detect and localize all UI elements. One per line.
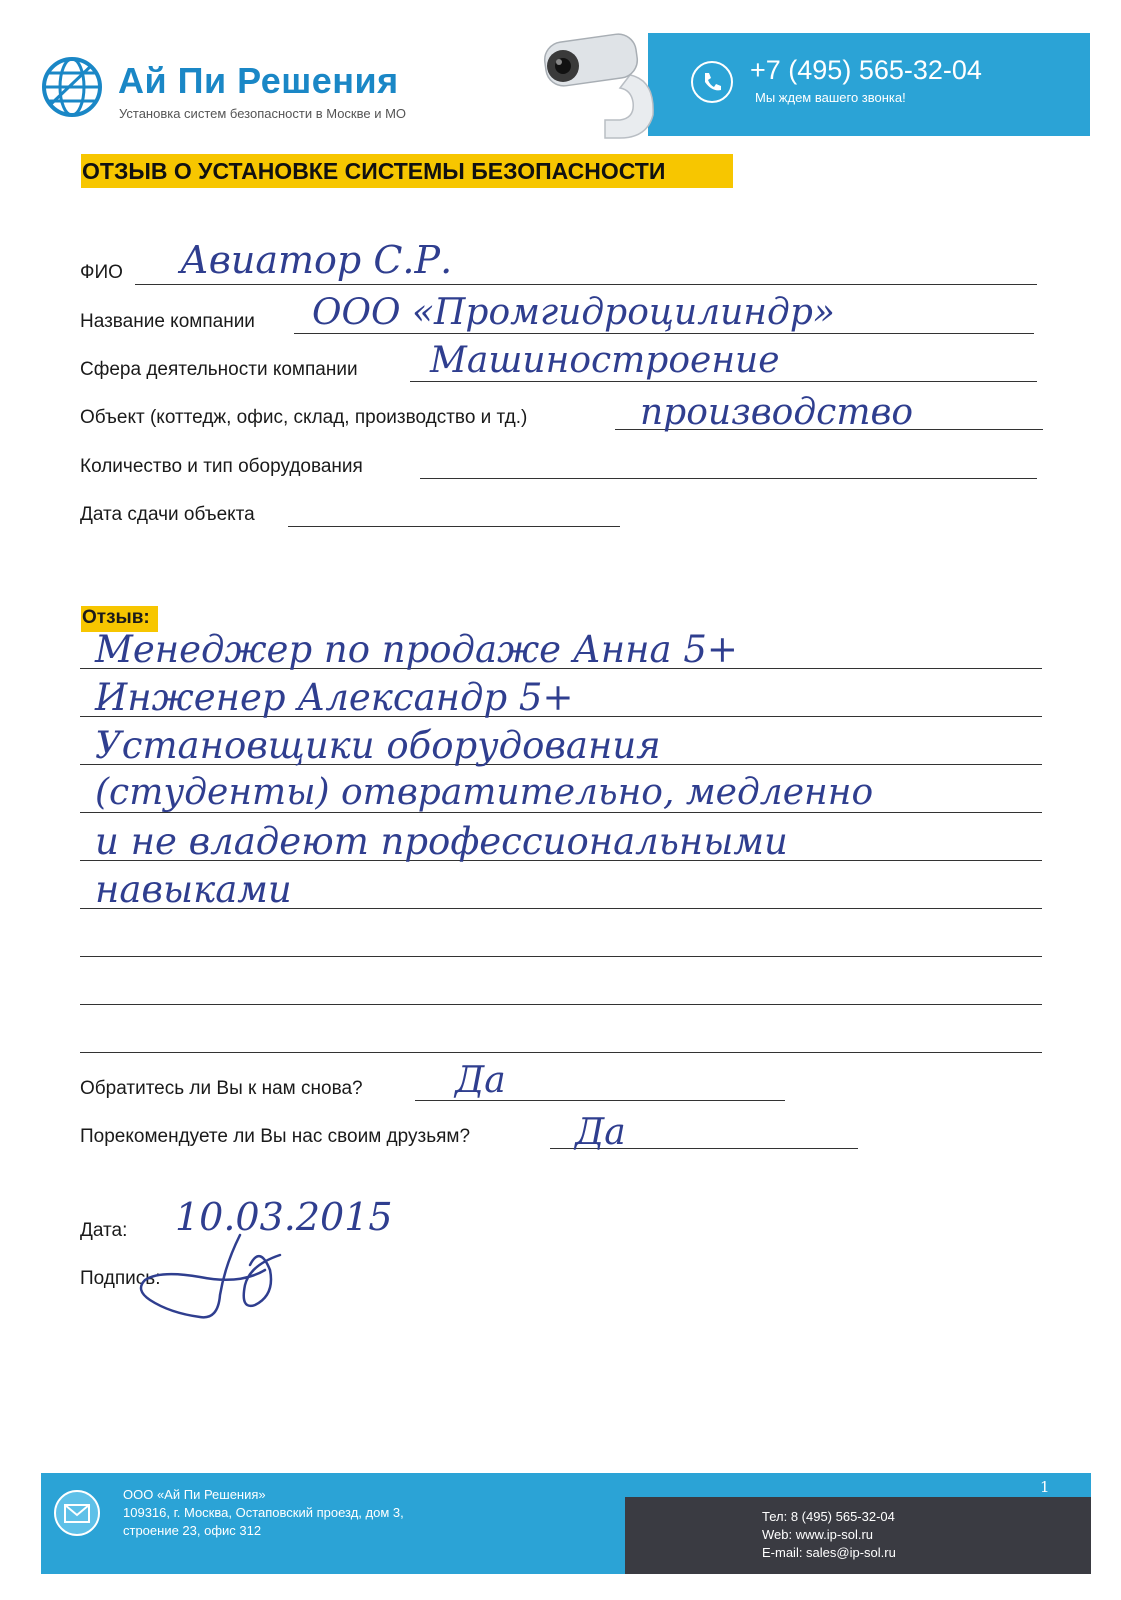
date-label: Дата:	[80, 1220, 128, 1241]
phone-number: +7 (495) 565-32-04	[750, 55, 982, 85]
sphere-label: Сфера деятельности компании	[80, 359, 358, 380]
object-value: производство	[640, 392, 914, 433]
footer-address-line1: 109316, г. Москва, Остаповский проезд, дом 3,	[123, 1505, 404, 1520]
review-label: Отзыв:	[82, 607, 150, 628]
security-camera-icon	[535, 20, 665, 145]
review-text-line: Установщики оборудования	[95, 724, 661, 767]
date-handover-line	[288, 526, 620, 527]
date-handover-label: Дата сдачи объекта	[80, 504, 255, 525]
review-text-line: Инженер Александр 5+	[95, 676, 574, 719]
page-number: 1	[1040, 1478, 1050, 1496]
company-line	[294, 333, 1034, 334]
company-value: ООО «Промгидроцилиндр»	[312, 292, 835, 333]
question-recommend-value: Да	[575, 1112, 626, 1153]
equipment-line	[420, 478, 1037, 479]
page-title: ОТЗЫВ О УСТАНОВКЕ СИСТЕМЫ БЕЗОПАСНОСТИ	[82, 158, 666, 184]
review-text-line: Менеджер по продаже Анна 5+	[95, 628, 738, 671]
date-value: 10.03.2015	[175, 1195, 393, 1239]
phone-note: Мы ждем вашего звонка!	[755, 90, 906, 105]
envelope-icon	[52, 1488, 102, 1538]
company-label: Название компании	[80, 311, 255, 332]
fio-value: Авиатор С.Р.	[180, 238, 453, 282]
footer-address-line2: строение 23, офис 312	[123, 1523, 262, 1538]
fio-label: ФИО	[80, 262, 123, 283]
signature-label: Подпись:	[80, 1268, 161, 1289]
footer-web: Web: www.ip-sol.ru	[762, 1527, 874, 1542]
question-again-value: Да	[455, 1060, 506, 1101]
logo-name: Ай Пи Решения	[118, 60, 399, 101]
object-label: Объект (коттедж, офис, склад, производство и тд.)	[80, 407, 528, 428]
review-line	[80, 1004, 1042, 1005]
footer-tel: Тел: 8 (495) 565-32-04	[762, 1509, 895, 1524]
logo-tagline: Установка систем безопасности в Москве и МО	[119, 106, 407, 121]
sphere-line	[410, 381, 1037, 382]
fio-line	[135, 284, 1037, 285]
globe-logo-icon	[40, 55, 104, 119]
equipment-label: Количество и тип оборудования	[80, 456, 363, 477]
footer-email: E-mail: sales@ip-sol.ru	[762, 1545, 896, 1560]
signature	[130, 1225, 300, 1330]
question-recommend-label: Порекомендуете ли Вы нас своим друзьям?	[80, 1126, 471, 1147]
review-text-line: навыками	[95, 868, 292, 911]
phone-icon	[690, 60, 734, 104]
review-line	[80, 1052, 1042, 1053]
sphere-value: Машиностроение	[430, 340, 780, 381]
question-again-label: Обратитесь ли Вы к нам снова?	[80, 1078, 363, 1099]
review-text-line: и не владеют профессиональными	[95, 820, 788, 863]
review-text-line: (студенты) отвратительно, медленно	[95, 772, 874, 813]
footer-company: ООО «Ай Пи Решения»	[123, 1487, 266, 1502]
review-line	[80, 956, 1042, 957]
